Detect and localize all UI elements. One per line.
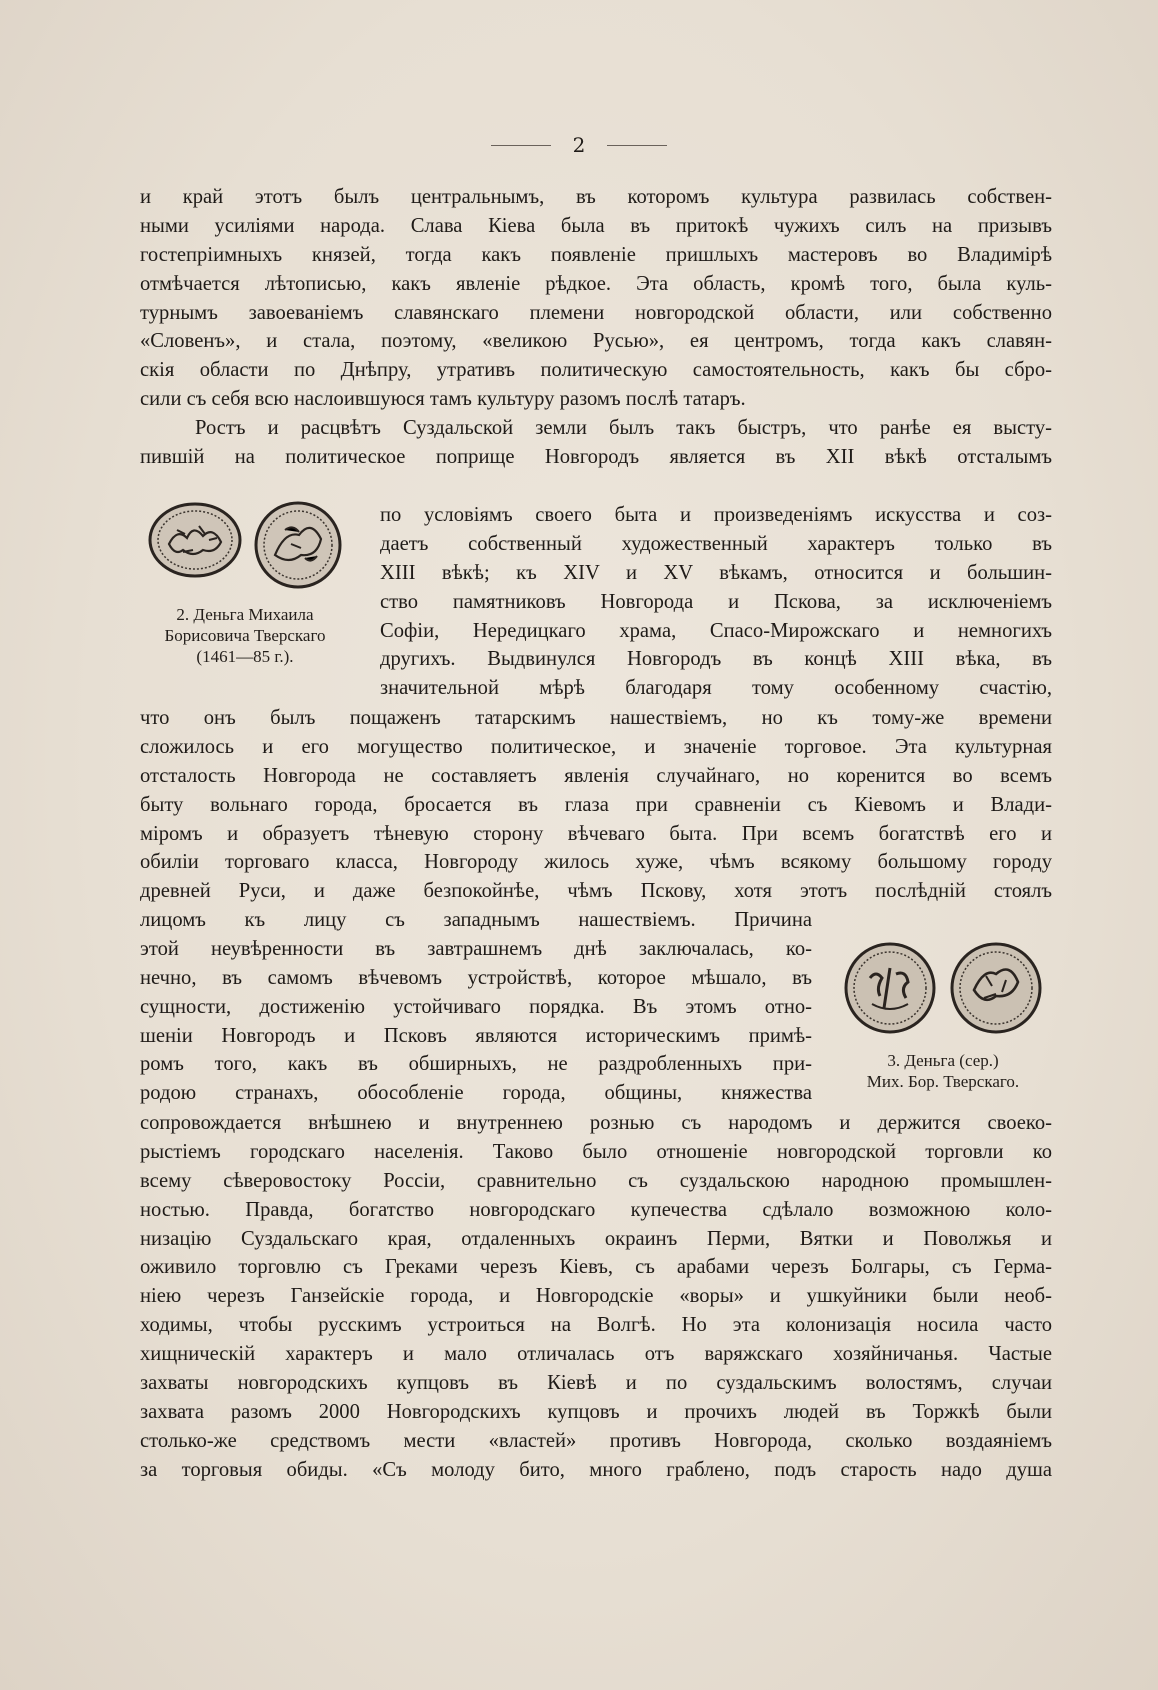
text-line: сили съ себя всю наслоившуюся тамъ культуру разомъ послѣ татаръ. (140, 388, 746, 411)
figure-2-caption: 2. Деньга Михаила (176, 605, 314, 624)
text-line: Софіи, Нередицкаго храма, Спасо-Мирожскаго и немногихъ (380, 619, 1052, 642)
page-number: 2 (572, 133, 586, 157)
text-line: всему сѣверовостоку Россіи, сравнительно съ суздальскою народною промышлен- (140, 1169, 1052, 1192)
text-line: родою странахъ, обособленіе города, общины, княжества (140, 1082, 812, 1105)
text-line: ство памятниковъ Новгорода и Пскова, за исключеніемъ (380, 590, 1052, 613)
header-rule-left (491, 145, 551, 146)
page-header (0, 130, 1158, 160)
text-line: по условіямъ своего быта и произведеніямъ искусства и соз- (380, 504, 1052, 526)
text-line: за торговыя обиды. «Съ молоду бито, много граблено, подъ старость надо душа (140, 1458, 1052, 1481)
text-line: турнымъ завоеваніемъ славянскаго племени новгородской области, или собственно (140, 301, 1052, 324)
header-rule-right (607, 145, 667, 146)
text-line: ромъ того, какъ въ обширныхъ, не раздробленныхъ при- (140, 1053, 812, 1076)
text-line: низацію Суздальскаго края, отдаленныхъ окраинъ Перми, Вятки и Поволжья и (140, 1227, 1052, 1250)
text-line: захвата разомъ 2000 Новгородскихъ купцовъ и прочихъ людей въ Торжкѣ были (140, 1400, 1052, 1423)
text-line: и край этотъ былъ центральнымъ, въ которомъ культура развилась собствен- (140, 186, 1052, 208)
text-line: лицомъ къ лицу съ западнымъ нашествіемъ. Причина (140, 909, 812, 931)
text-line: пившій на политическое поприще Новгородъ является въ XII вѣкѣ отсталымъ (140, 446, 1052, 469)
text-block-3 (140, 704, 1052, 906)
text-line: этой неувѣренности въ завтрашнемъ днѣ заключалась, ко- (140, 937, 812, 960)
coin-obverse-icon (842, 940, 938, 1036)
text-line: Ростъ и расцвѣтъ Суздальской земли былъ такъ быстръ, что ранѣе ея высту- (195, 417, 1052, 440)
text-line: даетъ собственный художественный характеръ только въ (380, 532, 1052, 555)
text-line: захваты новгородскихъ купцовъ въ Кіевѣ и по суздальскимъ волостямъ, случаи (140, 1372, 1052, 1395)
figure-3-caption: 3. Деньга (сер.) (887, 1051, 999, 1070)
text-line: другихъ. Выдвинулся Новгородъ въ концѣ XIII вѣка, въ (380, 648, 1052, 671)
text-line: сопровождается внѣшнею и внутреннею рознью съ народомъ и держится своеко- (140, 1112, 1052, 1134)
text-line: отмѣчается лѣтописью, какъ явленіе рѣдкое. Эта область, кромѣ того, была куль- (140, 272, 1052, 295)
text-line: ходимы, чтобы русскимъ устроиться на Волгѣ. Но эта колонизація носила часто (140, 1314, 1052, 1337)
text-line: нечно, въ самомъ вѣчевомъ устройствѣ, которое мѣшало, въ (140, 966, 812, 989)
text-line: значительной мѣрѣ благодаря тому особенному счастію, (380, 677, 1052, 700)
text-block-5 (140, 1109, 1052, 1485)
coin-pair (130, 500, 360, 590)
figure-3-caption: Мих. Бор. Тверскаго. (866, 1072, 1020, 1091)
text-line: XIII вѣкѣ; къ XIV и XV вѣкамъ, относится и большин- (380, 561, 1052, 584)
figure-2-caption: Борисовича Тверскаго (164, 626, 326, 645)
text-line: оживило торговлю съ Греками черезъ Кіевъ, съ арабами черезъ Болгары, съ Герма- (140, 1256, 1052, 1279)
text-line: древней Руси, и даже безпокойнѣе, чѣмъ Пскову, хотя этотъ послѣдній стоялъ (140, 880, 1052, 903)
coin-reverse-icon (253, 500, 343, 590)
text-line: шеніи Новгородъ и Псковъ являются историческимъ примѣ- (140, 1024, 812, 1047)
figure-2 (130, 500, 360, 667)
text-line: гостепріимныхъ князей, тогда какъ появленіе пришлыхъ мастеровъ во Владимірѣ (140, 243, 1052, 266)
coin-obverse-icon (147, 500, 243, 580)
text-block-2 (380, 501, 1052, 703)
text-block-1 (140, 183, 1052, 472)
text-line: сложилось и его могущество политическое, и значеніе торговое. Эта культурная (140, 735, 1052, 758)
text-line: міромъ и образуетъ тѣневую сторону вѣчеваго быта. При всемъ богатствѣ его и (140, 822, 1052, 845)
coin-reverse-icon (948, 940, 1044, 1036)
figure-3 (832, 940, 1054, 1092)
text-line: ностью. Правда, богатство новгородскаго купечества сдѣлало возможною коло- (140, 1198, 1052, 1221)
text-line: хищническій характеръ и мало отличалась отъ варяжскаго хозяйничанья. Частые (140, 1343, 1052, 1366)
text-line: столько-же средствомъ мести «властей» противъ Новгорода, сколько воздаяніемъ (140, 1429, 1052, 1452)
coin-pair (832, 940, 1054, 1036)
text-line: отсталость Новгорода не составляетъ явленія случайнаго, но коренится во всемъ (140, 764, 1052, 787)
figure-2-caption: (1461—85 г.). (196, 647, 294, 666)
text-line: что онъ былъ пощаженъ татарскимъ нашествіемъ, но къ тому-же времени (140, 707, 1052, 729)
text-line: быту вольнаго города, бросается въ глаза при сравненіи съ Кіевомъ и Влади- (140, 793, 1052, 816)
text-line: ными усиліями народа. Слава Кіева была въ притокѣ чужихъ силъ на призывъ (140, 214, 1052, 237)
text-line: обиліи торговаго класса, Новгороду жилось хуже, чѣмъ всякому большому городу (140, 851, 1052, 874)
text-line: скія области по Днѣпру, утративъ политическую самостоятельность, какъ бы сбро- (140, 359, 1052, 382)
text-line: ніею черезъ Ганзейскіе города, и Новгородскіе «воры» и ушкуйники были необ- (140, 1285, 1052, 1308)
text-block-4 (140, 906, 812, 1108)
text-line: сущности, достиженію устойчиваго порядка. Въ этомъ отно- (140, 995, 812, 1018)
text-line: рыстіемъ городскаго населенія. Таково было отношеніе новгородской торговли ко (140, 1140, 1052, 1163)
text-line: «Словенъ», и стала, поэтому, «великою Русью», ея центромъ, тогда какъ славян- (140, 330, 1052, 353)
